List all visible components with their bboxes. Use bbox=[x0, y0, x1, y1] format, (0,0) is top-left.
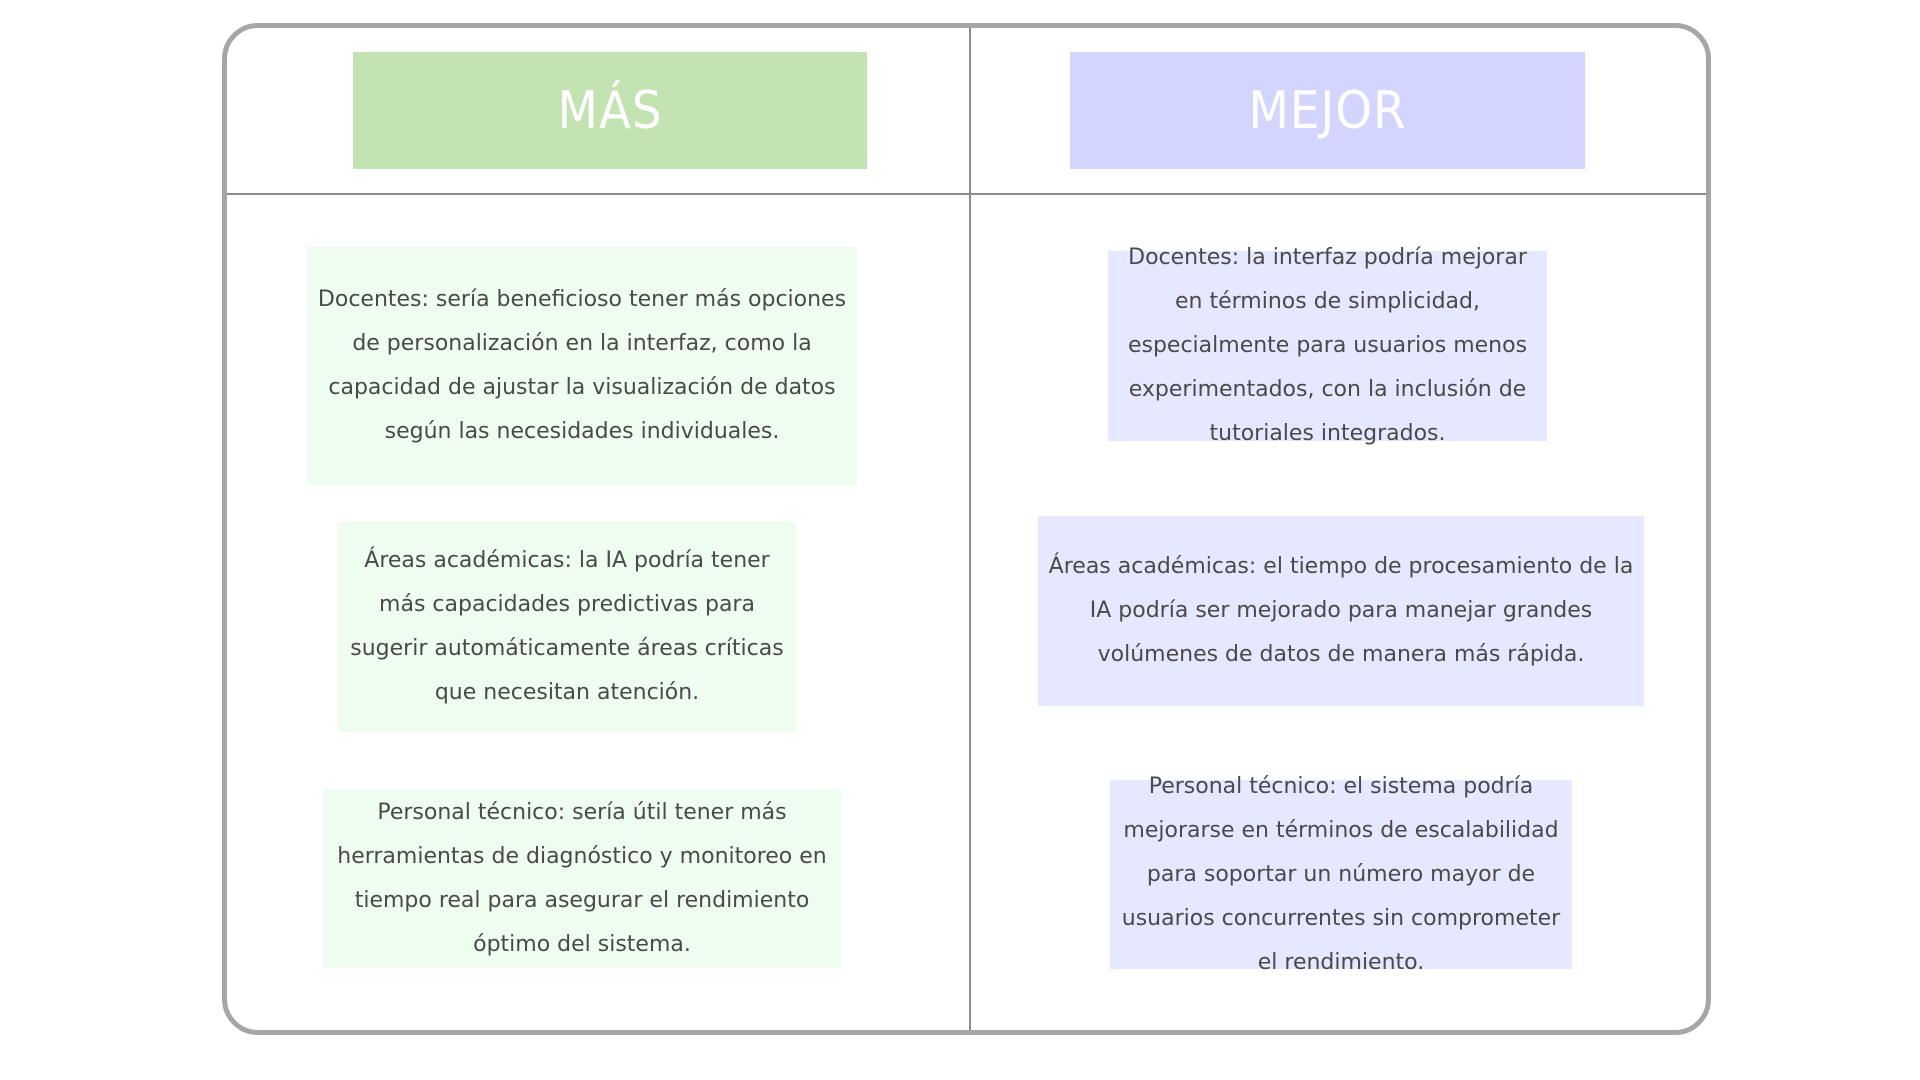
comparison-table-frame bbox=[222, 23, 1711, 1035]
mejor-card-personal-tecnico: Personal técnico: el sistema podría mejorarse en términos de escalabilidad para soportar un número mayor de usuarios concurrentes sin comprometer el rendimiento. bbox=[1110, 780, 1572, 969]
header-mejor: MEJOR bbox=[1070, 52, 1585, 169]
mejor-card-docentes: Docentes: la interfaz podría mejorar en términos de simplicidad, especialmente para usuarios menos experimentados, con la inclusión de tutoriales integrados. bbox=[1108, 251, 1547, 441]
mas-card-docentes: Docentes: sería beneficioso tener más opciones de personalización en la interfaz, como la capacidad de ajustar la visualización de datos según las necesidades individuales. bbox=[307, 247, 857, 485]
column-divider bbox=[969, 28, 971, 1030]
mas-card-personal-tecnico: Personal técnico: sería útil tener más herramientas de diagnóstico y monitoreo en tiempo real para asegurar el rendimiento óptimo del sistema. bbox=[323, 789, 841, 968]
header-mas: MÁS bbox=[353, 52, 867, 169]
mas-card-areas-academicas: Áreas académicas: la IA podría tener más capacidades predictivas para sugerir automáticamente áreas críticas que necesitan atención. bbox=[338, 522, 796, 732]
header-divider bbox=[227, 193, 1706, 195]
mejor-card-areas-academicas: Áreas académicas: el tiempo de procesamiento de la IA podría ser mejorado para manejar grandes volúmenes de datos de manera más rápida. bbox=[1038, 516, 1644, 706]
